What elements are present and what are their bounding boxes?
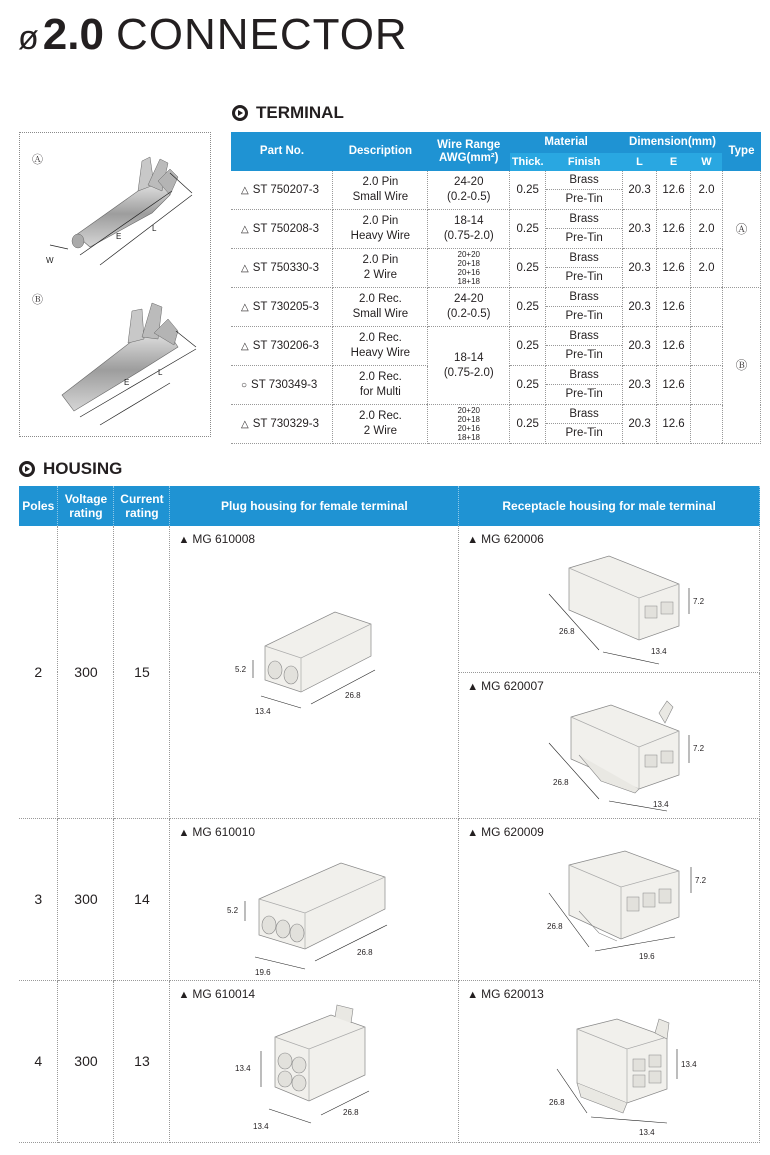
table-row: △ ST 730206-3 2.0 Rec. Heavy Wire 18-14 (0.75-2.0) 0.25 Brass Pre-Tin 20.3 12.6 [231, 327, 761, 366]
voltage-value: 300 [58, 818, 114, 980]
receptacle-cell [459, 980, 760, 1142]
type-a-cell: Ⓐ [722, 171, 760, 288]
table-row [19, 818, 760, 980]
merged-wire-range: 18-14 (0.75-2.0) [428, 327, 510, 405]
pin-terminal-a [50, 157, 192, 265]
terminal-table [231, 132, 761, 444]
current-value: 14 [114, 818, 170, 980]
title-size: 2.0 [42, 10, 104, 59]
terminal-heading [232, 103, 344, 123]
dim-label: 13.4 [255, 707, 272, 716]
poles-value: 4 [19, 980, 58, 1142]
dim-label: 7.2 [693, 597, 705, 606]
dim-l-label-a: L [152, 224, 157, 233]
plug-4pole-drawing [225, 1001, 405, 1139]
current-value: 15 [114, 526, 170, 818]
dim-label: 26.8 [547, 921, 563, 931]
receptacle-terminal-b [62, 303, 196, 425]
plug-cell [170, 818, 459, 980]
col-receptacle: Receptacle housing for male terminal [459, 486, 760, 526]
col-finish: Finish [546, 153, 623, 171]
dim-e-label-a: E [116, 232, 122, 241]
part-number: ST 730329-3 [252, 417, 319, 430]
plug-2pole-drawing [225, 596, 395, 716]
col-l: L [623, 153, 657, 171]
part-number: MG 620006 [481, 532, 544, 546]
dim-label: 26.8 [357, 947, 374, 957]
diameter-symbol: ø [18, 19, 39, 57]
col-plug: Plug housing for female terminal [170, 486, 459, 526]
poles-value: 2 [19, 526, 58, 818]
part-number: ST 730205-3 [252, 300, 319, 313]
dim-label: 7.2 [693, 743, 705, 753]
table-row: △ ST 750207-3 2.0 Pin Small Wire 24-20 (0.2-0.5) 0.25 Brass Pre-Tin 20.3 12.6 2.0 Ⓐ [231, 171, 761, 210]
plug-cell [170, 980, 459, 1142]
triangle-icon: △ [241, 184, 249, 196]
table-row [19, 526, 760, 672]
part-number: MG 610014 [192, 986, 256, 1001]
col-part-no: Part No. [231, 132, 333, 171]
receptacle-3pole-drawing [539, 847, 729, 977]
receptacle-2pole-latch-drawing [539, 693, 719, 815]
triangle-icon: ▲ [178, 534, 190, 546]
play-circle-icon [19, 461, 35, 477]
dim-label: 5.2 [235, 665, 247, 674]
col-description: Description [333, 132, 428, 171]
dim-label: 13.4 [639, 1127, 655, 1137]
col-current: Current rating [114, 486, 170, 526]
current-value: 13 [114, 980, 170, 1142]
page-title [18, 10, 408, 66]
housing-heading-text: HOUSING [43, 459, 123, 478]
triangle-icon: ▲ [467, 826, 479, 839]
triangle-icon: ▲ [178, 988, 190, 1001]
housing-table [19, 486, 760, 1143]
receptacle-4pole-drawing [547, 1009, 727, 1141]
part-number: MG 620009 [481, 824, 544, 839]
dim-label: 26.8 [553, 777, 569, 787]
col-w: W [691, 153, 723, 171]
part-number: MG 610008 [192, 532, 256, 546]
voltage-value: 300 [58, 980, 114, 1142]
dim-label: 7.2 [695, 875, 707, 885]
part-number: ST 750330-3 [252, 261, 319, 274]
part-number: MG 620007 [481, 678, 544, 693]
table-row [19, 980, 760, 1142]
dim-label: 13.4 [651, 647, 667, 656]
receptacle-2pole-drawing [539, 548, 719, 670]
table-row: △ ST 730329-3 2.0 Rec. 2 Wire 20+20 20+18 20+16 18+18 0.25 Brass Pre-Tin 20.3 12.6 [231, 405, 761, 444]
triangle-icon: ▲ [178, 826, 190, 839]
type-b-cell: Ⓑ [722, 288, 760, 444]
table-row: ○ ST 730349-3 2.0 Rec. for Multi 0.25 Brass Pre-Tin 20.3 12.6 [231, 366, 761, 405]
col-thick: Thick. [510, 153, 546, 171]
col-voltage: Voltage rating [58, 486, 114, 526]
terminal-heading-text: TERMINAL [256, 103, 344, 122]
dim-label: 13.4 [681, 1059, 697, 1069]
dim-label: 19.6 [639, 951, 655, 961]
receptacle-cell [459, 526, 760, 672]
triangle-icon: ▲ [467, 988, 479, 1001]
terminal-drawing [20, 133, 212, 438]
poles-value: 3 [19, 818, 58, 980]
triangle-icon: △ [241, 262, 249, 274]
col-type: Type [722, 132, 760, 171]
plug-cell [170, 526, 459, 818]
col-material: Material [510, 132, 623, 153]
triangle-icon: ▲ [467, 534, 479, 546]
dim-label: 26.8 [345, 691, 362, 700]
triangle-icon: ▲ [467, 680, 479, 693]
housing-heading [19, 459, 122, 479]
dim-label: 26.8 [549, 1097, 565, 1107]
dim-label: 26.8 [343, 1107, 360, 1117]
type-a-label: Ⓐ [32, 153, 43, 166]
part-number: ST 750207-3 [252, 183, 319, 196]
triangle-icon: △ [241, 301, 249, 313]
table-row: △ ST 730205-3 2.0 Rec. Small Wire 24-20 (0.2-0.5) 0.25 Brass Pre-Tin 20.3 12.6 Ⓑ [231, 288, 761, 327]
receptacle-cell [459, 672, 760, 818]
part-number: MG 620013 [481, 986, 544, 1001]
table-row: △ ST 750208-3 2.0 Pin Heavy Wire 18-14 (0.75-2.0) 0.25 Brass Pre-Tin 20.3 12.6 2.0 [231, 210, 761, 249]
dim-label: 26.8 [559, 627, 575, 636]
plug-3pole-drawing [215, 849, 415, 977]
dim-l-label-b: L [158, 368, 163, 377]
terminal-image-panel [19, 132, 211, 437]
triangle-icon: △ [241, 340, 249, 352]
part-number: MG 610010 [192, 824, 256, 839]
voltage-value: 300 [58, 526, 114, 818]
title-word: CONNECTOR [115, 10, 408, 59]
triangle-icon: △ [241, 223, 249, 235]
col-wire-range: Wire Range AWG(mm²) [428, 132, 510, 171]
part-number: ST 730349-3 [251, 378, 318, 391]
part-number: ST 750208-3 [252, 222, 319, 235]
table-row: △ ST 750330-3 2.0 Pin 2 Wire 20+20 20+18 20+16 18+18 0.25 Brass Pre-Tin 20.3 12.6 2.0 [231, 249, 761, 288]
dim-label: 13.4 [235, 1063, 252, 1073]
dim-label: 13.4 [653, 799, 669, 809]
dim-e-label-b: E [124, 378, 130, 387]
play-circle-icon [232, 105, 248, 121]
triangle-icon: △ [241, 418, 249, 430]
dim-w-label: W [46, 256, 54, 265]
col-e: E [657, 153, 691, 171]
receptacle-cell [459, 818, 760, 980]
circle-icon: ○ [241, 379, 248, 391]
type-b-label: Ⓑ [32, 293, 43, 306]
col-dimension: Dimension(mm) [623, 132, 723, 153]
dim-label: 5.2 [227, 905, 239, 915]
dim-label: 19.6 [255, 967, 272, 977]
col-poles: Poles [19, 486, 58, 526]
part-number: ST 730206-3 [252, 339, 319, 352]
dim-label: 13.4 [253, 1121, 270, 1131]
